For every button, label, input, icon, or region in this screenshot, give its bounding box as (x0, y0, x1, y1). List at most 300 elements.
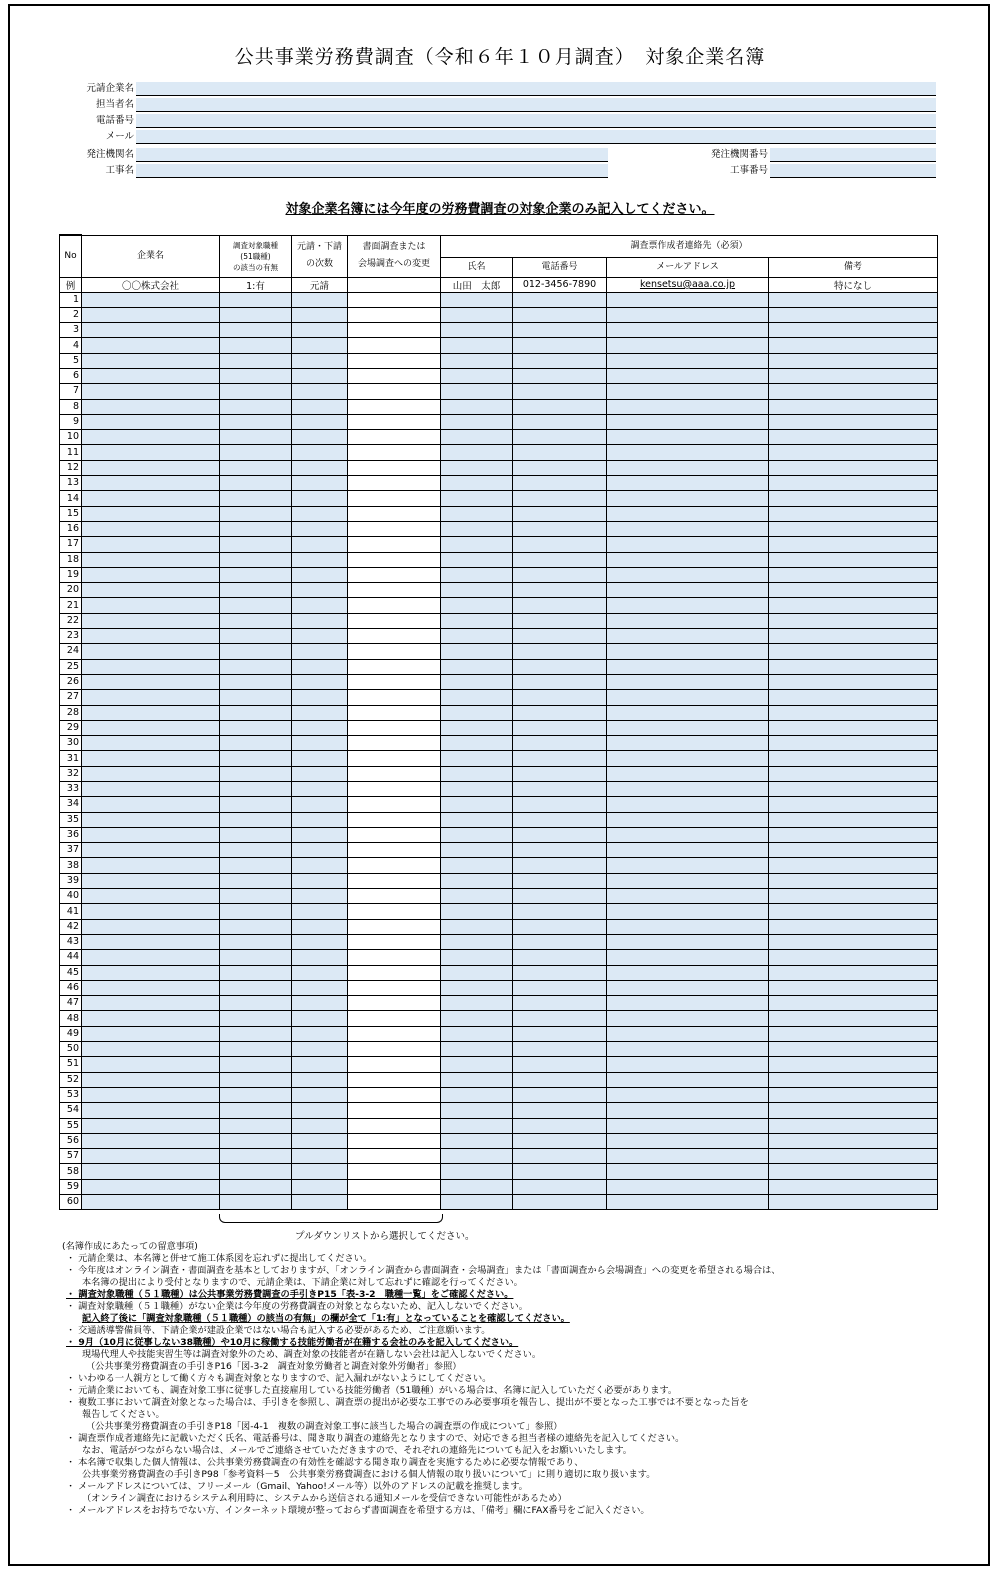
target-select[interactable] (220, 1195, 292, 1210)
email-cell[interactable] (607, 736, 769, 751)
change-select[interactable] (348, 506, 441, 521)
name-cell[interactable] (441, 1042, 513, 1057)
tier-select[interactable] (292, 476, 348, 491)
email-cell[interactable] (607, 827, 769, 842)
email-cell[interactable] (607, 491, 769, 506)
company-cell[interactable] (82, 812, 220, 827)
remarks-cell[interactable] (769, 782, 938, 797)
target-select[interactable] (220, 368, 292, 383)
change-select[interactable] (348, 629, 441, 644)
email-cell[interactable] (607, 766, 769, 781)
tier-select[interactable] (292, 445, 348, 460)
phone-cell[interactable] (513, 1011, 607, 1026)
company-cell[interactable] (82, 521, 220, 536)
remarks-cell[interactable] (769, 659, 938, 674)
tier-select[interactable] (292, 965, 348, 980)
phone-cell[interactable] (513, 476, 607, 491)
change-select[interactable] (348, 399, 441, 414)
target-select[interactable] (220, 1042, 292, 1057)
phone-cell[interactable] (513, 782, 607, 797)
phone-cell[interactable] (513, 1164, 607, 1179)
change-select[interactable] (348, 445, 441, 460)
change-select[interactable] (348, 414, 441, 429)
change-select[interactable] (348, 460, 441, 475)
phone-cell[interactable] (513, 919, 607, 934)
tier-select[interactable] (292, 1026, 348, 1041)
target-select[interactable] (220, 384, 292, 399)
tier-select[interactable] (292, 567, 348, 582)
company-cell[interactable] (82, 919, 220, 934)
remarks-cell[interactable] (769, 399, 938, 414)
email-cell[interactable] (607, 445, 769, 460)
email-cell[interactable] (607, 644, 769, 659)
phone-cell[interactable] (513, 812, 607, 827)
name-cell[interactable] (441, 782, 513, 797)
email-cell[interactable] (607, 399, 769, 414)
change-select[interactable] (348, 889, 441, 904)
phone-cell[interactable] (513, 521, 607, 536)
name-cell[interactable] (441, 965, 513, 980)
target-select[interactable] (220, 674, 292, 689)
remarks-cell[interactable] (769, 414, 938, 429)
person-in-charge-field[interactable] (136, 98, 936, 112)
email-cell[interactable] (607, 690, 769, 705)
prime-contractor-field[interactable] (136, 82, 936, 96)
phone-cell[interactable] (513, 1072, 607, 1087)
remarks-cell[interactable] (769, 521, 938, 536)
change-select[interactable] (348, 368, 441, 383)
change-select[interactable] (348, 323, 441, 338)
name-cell[interactable] (441, 919, 513, 934)
tier-select[interactable] (292, 537, 348, 552)
name-cell[interactable] (441, 1133, 513, 1148)
email-cell[interactable] (607, 858, 769, 873)
name-cell[interactable] (441, 1026, 513, 1041)
phone-cell[interactable] (513, 705, 607, 720)
change-select[interactable] (348, 736, 441, 751)
target-select[interactable] (220, 980, 292, 995)
target-select[interactable] (220, 583, 292, 598)
remarks-cell[interactable] (769, 889, 938, 904)
company-cell[interactable] (82, 674, 220, 689)
target-select[interactable] (220, 720, 292, 735)
company-cell[interactable] (82, 934, 220, 949)
change-select[interactable] (348, 690, 441, 705)
email-cell[interactable] (607, 368, 769, 383)
company-cell[interactable] (82, 751, 220, 766)
phone-cell[interactable] (513, 1118, 607, 1133)
change-select[interactable] (348, 1118, 441, 1133)
remarks-cell[interactable] (769, 950, 938, 965)
name-cell[interactable] (441, 827, 513, 842)
phone-cell[interactable] (513, 445, 607, 460)
company-cell[interactable] (82, 843, 220, 858)
target-select[interactable] (220, 445, 292, 460)
tier-select[interactable] (292, 919, 348, 934)
target-select[interactable] (220, 965, 292, 980)
change-select[interactable] (348, 766, 441, 781)
target-select[interactable] (220, 751, 292, 766)
target-select[interactable] (220, 1164, 292, 1179)
email-cell[interactable] (607, 476, 769, 491)
remarks-cell[interactable] (769, 567, 938, 582)
change-select[interactable] (348, 1195, 441, 1210)
remarks-cell[interactable] (769, 904, 938, 919)
email-cell[interactable] (607, 1149, 769, 1164)
tier-select[interactable] (292, 980, 348, 995)
target-select[interactable] (220, 506, 292, 521)
company-cell[interactable] (82, 430, 220, 445)
tier-select[interactable] (292, 460, 348, 475)
tier-select[interactable] (292, 491, 348, 506)
tier-select[interactable] (292, 751, 348, 766)
target-select[interactable] (220, 629, 292, 644)
phone-cell[interactable] (513, 353, 607, 368)
name-cell[interactable] (441, 430, 513, 445)
email-cell[interactable] (607, 1179, 769, 1194)
name-cell[interactable] (441, 736, 513, 751)
target-select[interactable] (220, 644, 292, 659)
name-cell[interactable] (441, 414, 513, 429)
change-select[interactable] (348, 598, 441, 613)
remarks-cell[interactable] (769, 506, 938, 521)
tier-select[interactable] (292, 1133, 348, 1148)
remarks-cell[interactable] (769, 430, 938, 445)
email-cell[interactable] (607, 980, 769, 995)
remarks-cell[interactable] (769, 934, 938, 949)
tier-select[interactable] (292, 644, 348, 659)
name-cell[interactable] (441, 1179, 513, 1194)
tier-select[interactable] (292, 1149, 348, 1164)
email-cell[interactable] (607, 919, 769, 934)
change-select[interactable] (348, 307, 441, 322)
email-cell[interactable] (607, 598, 769, 613)
tier-select[interactable] (292, 1057, 348, 1072)
remarks-cell[interactable] (769, 919, 938, 934)
phone-cell[interactable] (513, 307, 607, 322)
name-cell[interactable] (441, 1118, 513, 1133)
company-cell[interactable] (82, 980, 220, 995)
tier-select[interactable] (292, 827, 348, 842)
company-cell[interactable] (82, 1118, 220, 1133)
change-select[interactable] (348, 1179, 441, 1194)
phone-cell[interactable] (513, 552, 607, 567)
change-select[interactable] (348, 674, 441, 689)
change-select[interactable] (348, 430, 441, 445)
name-cell[interactable] (441, 1072, 513, 1087)
email-cell[interactable] (607, 307, 769, 322)
change-select[interactable] (348, 782, 441, 797)
phone-cell[interactable] (513, 1133, 607, 1148)
change-select[interactable] (348, 491, 441, 506)
remarks-cell[interactable] (769, 629, 938, 644)
remarks-cell[interactable] (769, 644, 938, 659)
tier-select[interactable] (292, 766, 348, 781)
target-select[interactable] (220, 797, 292, 812)
name-cell[interactable] (441, 567, 513, 582)
target-select[interactable] (220, 476, 292, 491)
target-select[interactable] (220, 323, 292, 338)
remarks-cell[interactable] (769, 1103, 938, 1118)
company-cell[interactable] (82, 1072, 220, 1087)
remarks-cell[interactable] (769, 812, 938, 827)
company-cell[interactable] (82, 1164, 220, 1179)
remarks-cell[interactable] (769, 674, 938, 689)
email-cell[interactable] (607, 1011, 769, 1026)
email-cell[interactable] (607, 904, 769, 919)
company-cell[interactable] (82, 460, 220, 475)
tier-select[interactable] (292, 506, 348, 521)
company-cell[interactable] (82, 690, 220, 705)
company-cell[interactable] (82, 766, 220, 781)
remarks-cell[interactable] (769, 613, 938, 628)
change-select[interactable] (348, 567, 441, 582)
phone-cell[interactable] (513, 690, 607, 705)
company-cell[interactable] (82, 307, 220, 322)
name-cell[interactable] (441, 1149, 513, 1164)
remarks-cell[interactable] (769, 827, 938, 842)
company-cell[interactable] (82, 292, 220, 307)
target-select[interactable] (220, 827, 292, 842)
company-cell[interactable] (82, 583, 220, 598)
email-cell[interactable] (607, 659, 769, 674)
name-cell[interactable] (441, 552, 513, 567)
phone-cell[interactable] (513, 766, 607, 781)
tier-select[interactable] (292, 292, 348, 307)
phone-cell[interactable] (513, 1103, 607, 1118)
target-select[interactable] (220, 613, 292, 628)
tier-select[interactable] (292, 1164, 348, 1179)
name-cell[interactable] (441, 583, 513, 598)
phone-cell[interactable] (513, 674, 607, 689)
email-cell[interactable] (607, 629, 769, 644)
target-select[interactable] (220, 1118, 292, 1133)
change-select[interactable] (348, 705, 441, 720)
email-cell[interactable] (607, 506, 769, 521)
name-cell[interactable] (441, 751, 513, 766)
company-cell[interactable] (82, 996, 220, 1011)
target-select[interactable] (220, 858, 292, 873)
change-select[interactable] (348, 858, 441, 873)
change-select[interactable] (348, 552, 441, 567)
remarks-cell[interactable] (769, 460, 938, 475)
change-select[interactable] (348, 1133, 441, 1148)
phone-cell[interactable] (513, 873, 607, 888)
name-cell[interactable] (441, 644, 513, 659)
phone-cell[interactable] (513, 460, 607, 475)
name-cell[interactable] (441, 873, 513, 888)
name-cell[interactable] (441, 858, 513, 873)
change-select[interactable] (348, 1149, 441, 1164)
change-select[interactable] (348, 904, 441, 919)
remarks-cell[interactable] (769, 766, 938, 781)
change-select[interactable] (348, 919, 441, 934)
name-cell[interactable] (441, 292, 513, 307)
phone-cell[interactable] (513, 414, 607, 429)
phone-cell[interactable] (513, 934, 607, 949)
name-cell[interactable] (441, 338, 513, 353)
tier-select[interactable] (292, 1179, 348, 1194)
remarks-cell[interactable] (769, 720, 938, 735)
tier-select[interactable] (292, 889, 348, 904)
target-select[interactable] (220, 1057, 292, 1072)
tier-select[interactable] (292, 1011, 348, 1026)
tier-select[interactable] (292, 307, 348, 322)
remarks-cell[interactable] (769, 445, 938, 460)
change-select[interactable] (348, 476, 441, 491)
name-cell[interactable] (441, 659, 513, 674)
email-cell[interactable] (607, 705, 769, 720)
company-cell[interactable] (82, 1011, 220, 1026)
target-select[interactable] (220, 766, 292, 781)
change-select[interactable] (348, 1087, 441, 1102)
company-cell[interactable] (82, 1026, 220, 1041)
remarks-cell[interactable] (769, 705, 938, 720)
target-select[interactable] (220, 1026, 292, 1041)
name-cell[interactable] (441, 353, 513, 368)
name-cell[interactable] (441, 629, 513, 644)
name-cell[interactable] (441, 843, 513, 858)
email-cell[interactable] (607, 873, 769, 888)
tier-select[interactable] (292, 598, 348, 613)
remarks-cell[interactable] (769, 751, 938, 766)
company-cell[interactable] (82, 613, 220, 628)
tier-select[interactable] (292, 705, 348, 720)
email-cell[interactable] (607, 567, 769, 582)
target-select[interactable] (220, 904, 292, 919)
name-cell[interactable] (441, 1011, 513, 1026)
name-cell[interactable] (441, 797, 513, 812)
phone-field[interactable] (136, 114, 936, 128)
target-select[interactable] (220, 552, 292, 567)
email-cell[interactable] (607, 583, 769, 598)
company-cell[interactable] (82, 368, 220, 383)
change-select[interactable] (348, 644, 441, 659)
name-cell[interactable] (441, 506, 513, 521)
tier-select[interactable] (292, 1118, 348, 1133)
tier-select[interactable] (292, 613, 348, 628)
phone-cell[interactable] (513, 629, 607, 644)
remarks-cell[interactable] (769, 873, 938, 888)
name-cell[interactable] (441, 1087, 513, 1102)
email-cell[interactable] (607, 751, 769, 766)
phone-cell[interactable] (513, 644, 607, 659)
phone-cell[interactable] (513, 950, 607, 965)
email-cell[interactable] (607, 843, 769, 858)
email-cell[interactable] (607, 292, 769, 307)
name-cell[interactable] (441, 904, 513, 919)
name-cell[interactable] (441, 368, 513, 383)
phone-cell[interactable] (513, 506, 607, 521)
tier-select[interactable] (292, 996, 348, 1011)
remarks-cell[interactable] (769, 965, 938, 980)
tier-select[interactable] (292, 690, 348, 705)
name-cell[interactable] (441, 613, 513, 628)
email-cell[interactable] (607, 965, 769, 980)
project-name-field[interactable] (136, 164, 608, 178)
company-cell[interactable] (82, 399, 220, 414)
company-cell[interactable] (82, 782, 220, 797)
tier-select[interactable] (292, 1042, 348, 1057)
phone-cell[interactable] (513, 613, 607, 628)
email-cell[interactable] (607, 782, 769, 797)
target-select[interactable] (220, 1133, 292, 1148)
company-cell[interactable] (82, 476, 220, 491)
tier-select[interactable] (292, 736, 348, 751)
tier-select[interactable] (292, 797, 348, 812)
remarks-cell[interactable] (769, 1057, 938, 1072)
target-select[interactable] (220, 919, 292, 934)
tier-select[interactable] (292, 384, 348, 399)
company-cell[interactable] (82, 506, 220, 521)
company-cell[interactable] (82, 598, 220, 613)
remarks-cell[interactable] (769, 1164, 938, 1179)
target-select[interactable] (220, 843, 292, 858)
company-cell[interactable] (82, 567, 220, 582)
email-cell[interactable] (607, 537, 769, 552)
remarks-cell[interactable] (769, 980, 938, 995)
remarks-cell[interactable] (769, 1179, 938, 1194)
name-cell[interactable] (441, 766, 513, 781)
target-select[interactable] (220, 1072, 292, 1087)
phone-cell[interactable] (513, 659, 607, 674)
company-cell[interactable] (82, 904, 220, 919)
company-cell[interactable] (82, 1133, 220, 1148)
tier-select[interactable] (292, 1072, 348, 1087)
company-cell[interactable] (82, 445, 220, 460)
phone-cell[interactable] (513, 567, 607, 582)
email-cell[interactable] (607, 950, 769, 965)
remarks-cell[interactable] (769, 537, 938, 552)
name-cell[interactable] (441, 445, 513, 460)
phone-cell[interactable] (513, 1195, 607, 1210)
name-cell[interactable] (441, 934, 513, 949)
company-cell[interactable] (82, 858, 220, 873)
change-select[interactable] (348, 934, 441, 949)
remarks-cell[interactable] (769, 858, 938, 873)
email-cell[interactable] (607, 1042, 769, 1057)
name-cell[interactable] (441, 1195, 513, 1210)
phone-cell[interactable] (513, 904, 607, 919)
company-cell[interactable] (82, 1103, 220, 1118)
name-cell[interactable] (441, 889, 513, 904)
phone-cell[interactable] (513, 537, 607, 552)
remarks-cell[interactable] (769, 353, 938, 368)
remarks-cell[interactable] (769, 843, 938, 858)
phone-cell[interactable] (513, 996, 607, 1011)
email-cell[interactable] (607, 1057, 769, 1072)
phone-cell[interactable] (513, 843, 607, 858)
company-cell[interactable] (82, 629, 220, 644)
remarks-cell[interactable] (769, 384, 938, 399)
tier-select[interactable] (292, 368, 348, 383)
phone-cell[interactable] (513, 583, 607, 598)
email-cell[interactable] (607, 430, 769, 445)
company-cell[interactable] (82, 736, 220, 751)
remarks-cell[interactable] (769, 1087, 938, 1102)
email-cell[interactable] (607, 1164, 769, 1179)
target-select[interactable] (220, 598, 292, 613)
company-cell[interactable] (82, 537, 220, 552)
company-cell[interactable] (82, 950, 220, 965)
change-select[interactable] (348, 613, 441, 628)
company-cell[interactable] (82, 1195, 220, 1210)
change-select[interactable] (348, 980, 441, 995)
change-select[interactable] (348, 797, 441, 812)
email-cell[interactable] (607, 384, 769, 399)
name-cell[interactable] (441, 996, 513, 1011)
name-cell[interactable] (441, 690, 513, 705)
